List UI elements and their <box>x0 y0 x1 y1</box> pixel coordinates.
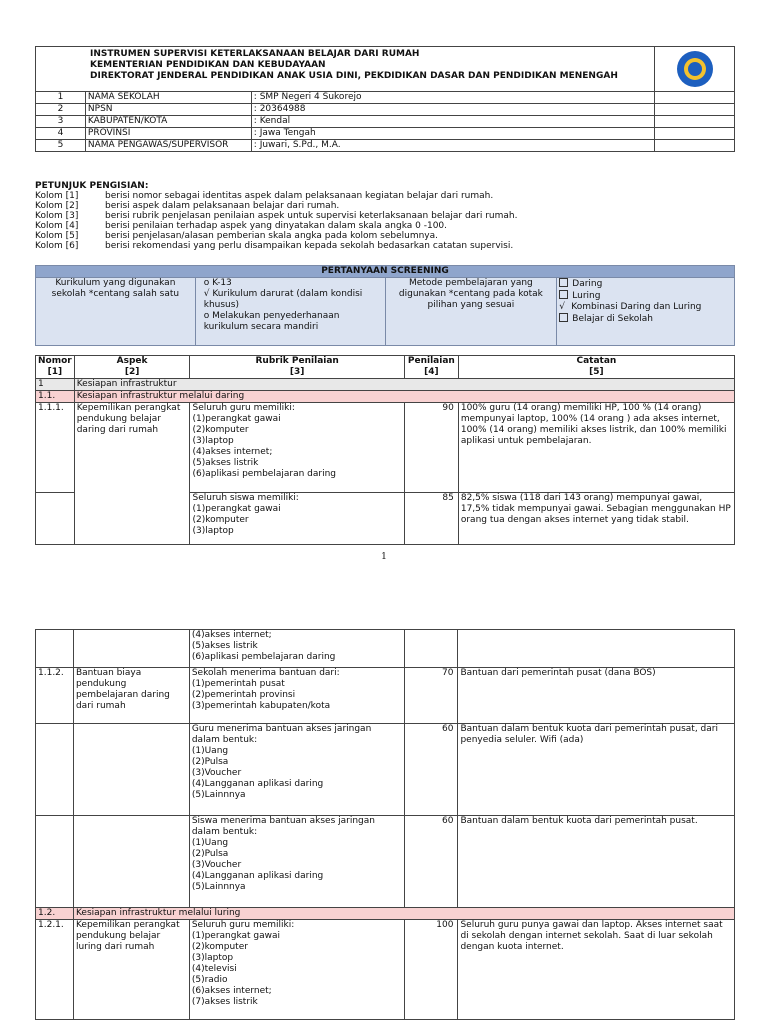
identity-label: NAMA SEKOLAH <box>85 92 251 104</box>
score-cell: 100 <box>404 920 458 1020</box>
kurikulum-question: Kurikulum yang digunakan sekolah *centang salah satu <box>36 278 196 346</box>
kurikulum-option[interactable]: √ Kurikulum darurat (dalam kondisi khusus) <box>203 289 363 310</box>
note-cell: Bantuan dalam bentuk kuota dari pemerintah pusat. <box>458 816 735 908</box>
identity-row <box>36 128 735 140</box>
table-row <box>36 920 735 1020</box>
row-number: 1.1.2. <box>36 668 74 724</box>
rubrik-cell: Seluruh guru memiliki: (1)perangkat gawai (2)komputer (3)laptop (4)akses internet; (5)akses listrik (6)aplikasi pembelajaran daring <box>190 403 404 493</box>
identity-row <box>36 140 735 152</box>
header-line2: KEMENTERIAN PENDIDIKAN DAN KEBUDAYAAN <box>90 60 326 70</box>
instruction-item: Kolom [5] berisi penjelasan/alasan pemberian skala angka pada kolom sebelumnya. <box>35 231 438 241</box>
section-row: 1 Kesiapan infrastruktur <box>36 379 735 391</box>
note-cell: 82,5% siswa (118 dari 143 orang) mempunyai gawai, 17,5% tidak mempunyai gawai. Sebagian menggunakan HP orang tua dengan akses internet yang tidak stabil. <box>458 493 734 545</box>
identity-label: NPSN <box>85 104 251 116</box>
metode-question: Metode pembelajaran yang digunakan *centang pada kotak pilihan yang sesuai <box>385 278 557 346</box>
aspek-cell: Bantuan biaya pendukung pembelajaran daring dari rumah <box>73 668 189 724</box>
col-header-aspek: Aspek [2] <box>74 356 190 379</box>
col-header-nomor: Nomor [1] <box>36 356 75 379</box>
metode-option[interactable]: Belajar di Sekolah <box>559 313 732 325</box>
identity-row <box>36 104 735 116</box>
checkmark-icon[interactable]: √ <box>559 302 566 312</box>
note-cell: Bantuan dari pemerintah pusat (dana BOS) <box>458 668 735 724</box>
identity-row <box>36 92 735 104</box>
instructions <box>35 181 735 251</box>
score-cell: 90 <box>404 403 458 493</box>
row-number: 1 <box>36 92 86 104</box>
assessment-table-page2 <box>35 629 735 1020</box>
kurikulum-option[interactable]: o K-13 <box>203 278 232 288</box>
rubrik-cell: Siswa menerima bantuan akses jaringan dalam bentuk: (1)Uang (2)Pulsa (3)Voucher (4)Langganan aplikasi daring (5)Lainnnya <box>189 816 404 908</box>
instruction-item: Kolom [3] berisi rubrik penjelasan penilaian aspek untuk supervisi keterlaksanaan belajar dari rumah. <box>35 211 518 221</box>
identity-label: NAMA PENGAWAS/SUPERVISOR <box>85 140 251 152</box>
instruction-item: Kolom [1] berisi nomor sebagai identitas aspek dalam pelaksanaan kegiatan belajar dari rumah. <box>35 191 494 201</box>
table-row <box>36 668 735 724</box>
row-number: 2 <box>36 104 86 116</box>
score-cell: 70 <box>404 668 458 724</box>
row-number: 5 <box>36 140 86 152</box>
identity-label: KABUPATEN/KOTA <box>85 116 251 128</box>
checkbox-icon[interactable] <box>559 313 568 322</box>
header-line1: INSTRUMEN SUPERVISI KETERLAKSANAAN BELAJAR DARI RUMAH <box>90 49 420 59</box>
identity-table <box>35 46 735 152</box>
score-cell: 60 <box>404 724 458 816</box>
rubrik-cell: Sekolah menerima bantuan dari: (1)pemerintah pusat (2)pemerintah provinsi (3)pemerintah kabupaten/kota <box>189 668 404 724</box>
assessment-table-page1 <box>35 355 735 545</box>
rubrik-cell: Seluruh guru memiliki: (1)perangkat gawai (2)komputer (3)laptop (4)televisi (5)radio (6)akses internet; (7)akses listrik <box>189 920 404 1020</box>
metode-option[interactable]: √ Kombinasi Daring dan Luring <box>559 302 702 312</box>
note-cell: Seluruh guru punya gawai dan laptop. Akses internet saat di sekolah dengan internet sekolah. Saat di luar sekolah dengan kuota internet. <box>458 920 735 1020</box>
instructions-title: PETUNJUK PENGISIAN: <box>35 181 149 191</box>
aspek-cell: Kepemilikan perangkat pendukung belajar daring dari rumah <box>74 403 190 545</box>
table-row <box>36 630 735 668</box>
score-cell: 60 <box>404 816 458 908</box>
rubrik-cell: Guru menerima bantuan akses jaringan dalam bentuk: (1)Uang (2)Pulsa (3)Voucher (4)Langganan aplikasi daring (5)Lainnnya <box>189 724 404 816</box>
subsection-row: 1.1. Kesiapan infrastruktur melalui daring <box>36 391 735 403</box>
rubrik-cell: (4)akses internet; (5)akses listrik (6)aplikasi pembelajaran daring <box>189 630 404 668</box>
header-line3: DIREKTORAT JENDERAL PENDIDIKAN ANAK USIA DINI, PEKDIDIKAN DASAR DAN PENDIDIKAN MENENGAH <box>90 71 618 81</box>
header-title <box>36 47 655 92</box>
identity-value: : Kendal <box>251 116 654 128</box>
page-number: 1 <box>381 552 387 562</box>
note-cell: Bantuan dalam bentuk kuota dari pemerintah pusat, dari penyedia seluler. Wifi (ada) <box>458 724 735 816</box>
score-cell: 85 <box>404 493 458 545</box>
subsection-row: 1.2. Kesiapan infrastruktur melalui luring <box>36 908 735 920</box>
row-number: 4 <box>36 128 86 140</box>
metode-option[interactable]: Daring <box>559 278 732 290</box>
table-row <box>36 724 735 816</box>
row-number: 3 <box>36 116 86 128</box>
aspek-cell: Kepemilikan perangkat pendukung belajar luring dari rumah <box>73 920 189 1020</box>
identity-value: : SMP Negeri 4 Sukorejo <box>251 92 654 104</box>
table-row <box>36 403 735 493</box>
kurikulum-option[interactable]: o Melakukan penyederhanaan kurikulum secara mandiri <box>203 311 340 332</box>
instruction-item: Kolom [2] berisi aspek dalam pelaksanaan belajar dari rumah. <box>35 201 340 211</box>
col-header-rubrik: Rubrik Penilaian [3] <box>190 356 404 379</box>
screening-title: PERTANYAAN SCREENING <box>36 266 735 278</box>
col-header-penilaian: Penilaian [4] <box>404 356 458 379</box>
logo-cell <box>655 47 735 92</box>
tut-wuri-handayani-logo <box>677 51 713 87</box>
identity-value: : Juwari, S.Pd., M.A. <box>251 140 654 152</box>
row-number: 1.2.1. <box>36 920 74 1020</box>
instruction-item: Kolom [4] berisi penilaian terhadap aspek yang dinyatakan dalam skala angka 0 -100. <box>35 221 448 231</box>
checkbox-icon[interactable] <box>559 278 568 287</box>
row-number: 1.1.1. <box>36 403 75 493</box>
instruction-item: Kolom [6] berisi rekomendasi yang perlu disampaikan kepada sekolah bedasarkan catatan supervisi. <box>35 241 514 251</box>
identity-value: : 20364988 <box>251 104 654 116</box>
rubrik-cell: Seluruh siswa memiliki: (1)perangkat gawai (2)komputer (3)laptop <box>190 493 404 545</box>
metode-options <box>557 278 735 346</box>
identity-label: PROVINSI <box>85 128 251 140</box>
note-cell: 100% guru (14 orang) memiliki HP, 100 % (14 orang) mempunyai laptop, 100% (14 orang ) ada akses internet, 100% (14 orang) memiliki akses listrik, dan 100% memiliki aplikasi untuk pembelajaran. <box>458 403 734 493</box>
checkbox-icon[interactable] <box>559 290 568 299</box>
identity-row <box>36 116 735 128</box>
identity-value: : Jawa Tengah <box>251 128 654 140</box>
kurikulum-options <box>195 278 385 346</box>
col-header-catatan: Catatan [5] <box>458 356 734 379</box>
metode-option[interactable]: Luring <box>559 290 732 302</box>
table-row <box>36 816 735 908</box>
screening-table <box>35 265 735 346</box>
